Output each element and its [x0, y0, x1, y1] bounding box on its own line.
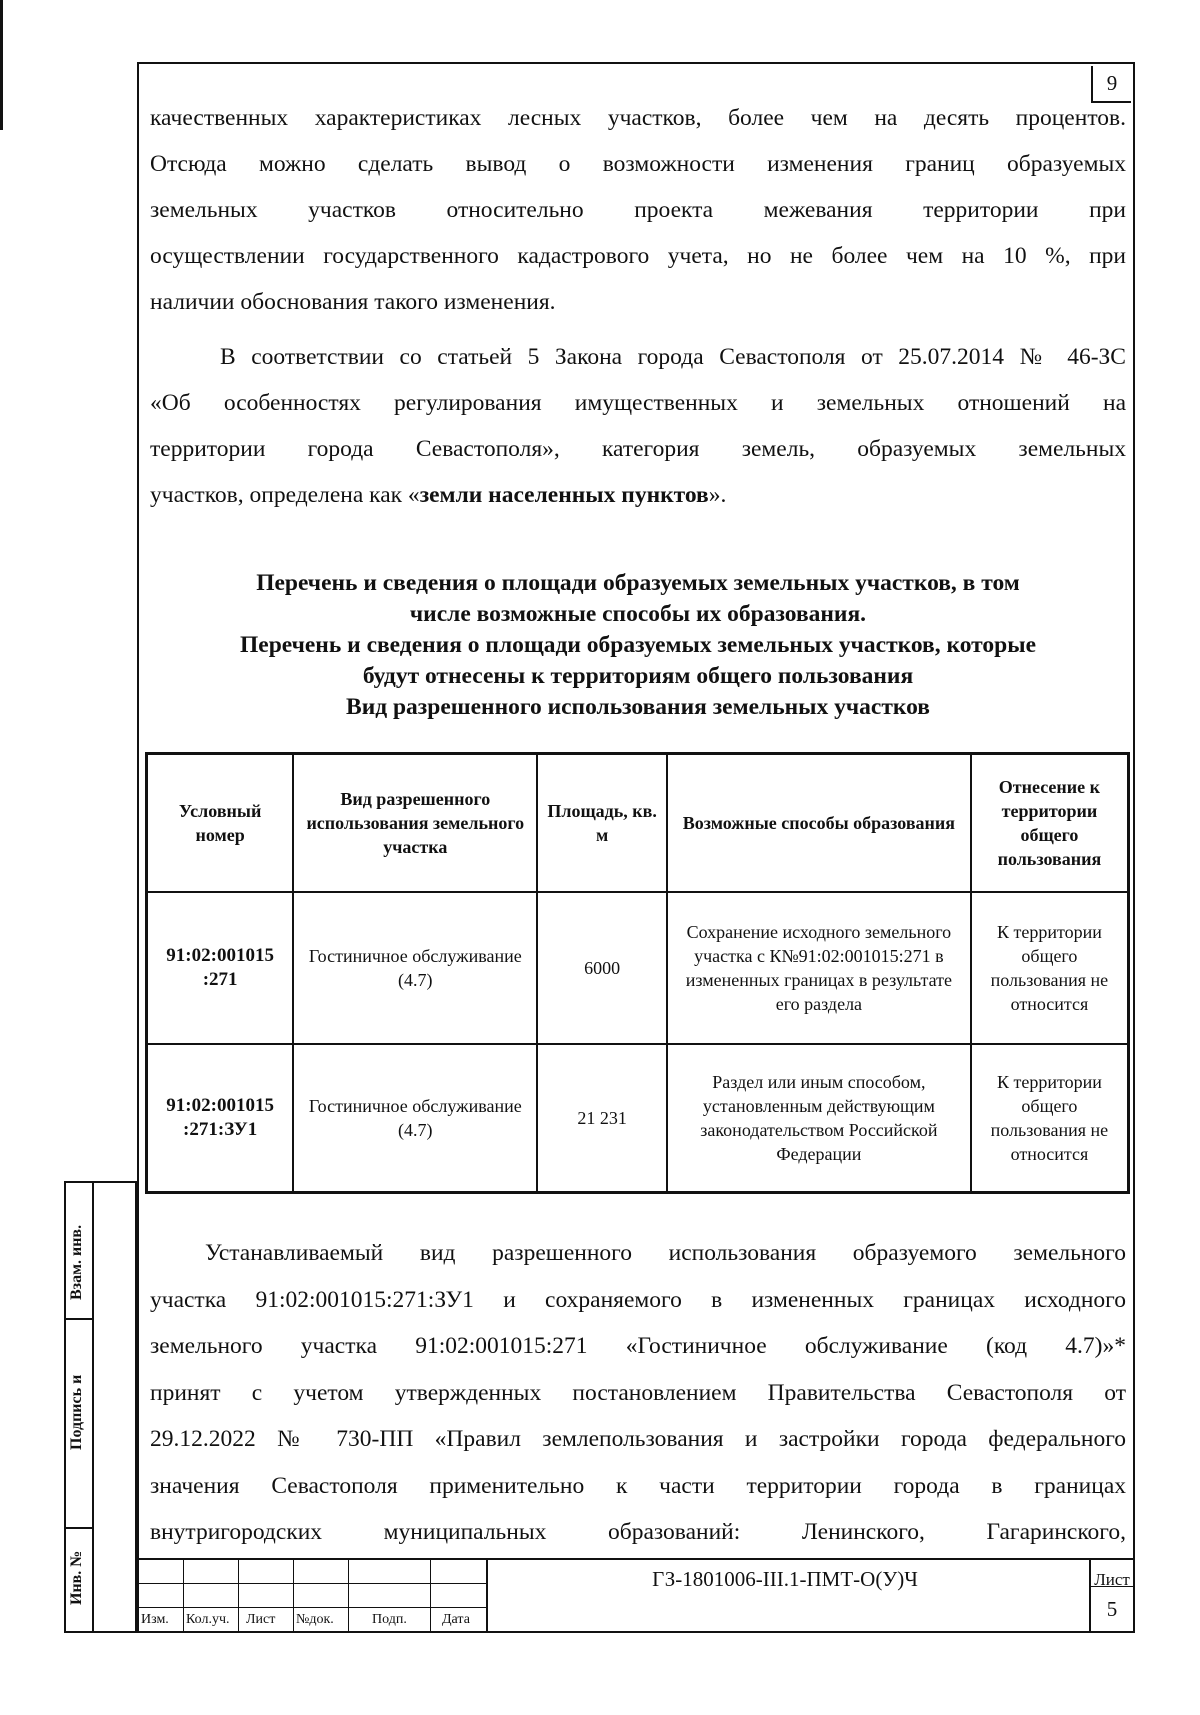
header-public: Отнесение к территории общего пользования — [971, 754, 1129, 893]
land-plots-table — [145, 752, 1130, 1194]
stamp-divider — [64, 1318, 94, 1320]
heading-line: Вид разрешенного использования земельных участков — [346, 694, 930, 720]
cell-methods: Сохранение исходного земельного участка с К№91:02:001015:271 в измененных границах в результате его раздела — [667, 892, 971, 1044]
header-methods: Возможные способы образования — [667, 754, 971, 893]
heading-line: Перечень и сведения о площади образуемых земельных участков, в том — [256, 570, 1020, 596]
sheet-number: 5 — [1106, 1597, 1118, 1621]
cell-number — [147, 892, 294, 1044]
cadastral-number-part: :271:ЗУ1 — [183, 1119, 258, 1140]
paragraph-3 — [150, 1230, 1126, 1556]
paragraph-line: В соответствии со статьей 5 Закона города Севастополя от 25.07.2014 № 46-ЗС — [220, 344, 1126, 370]
title-podp: Подп. — [372, 1612, 407, 1627]
paragraph-line: участка 91:02:001015:271:ЗУ1 и сохраняемого в измененных границах исходного — [150, 1286, 1126, 1313]
paragraph-line: значения Севастополя применительно к части территории города в границах — [150, 1472, 1126, 1499]
page-number: 9 — [1091, 66, 1131, 103]
title-data: Дата — [442, 1612, 470, 1627]
sheet-label: Лист — [1094, 1570, 1130, 1589]
stamp-divider — [92, 1181, 94, 1633]
title-block-col-line — [430, 1558, 431, 1633]
cell-public: К территории общего пользования не относится — [971, 1044, 1129, 1193]
cadastral-number-part: :271 — [202, 969, 238, 990]
header-number: Условный номер — [147, 754, 294, 893]
land-category: земли населенных пунктов — [419, 482, 709, 508]
stamp-inv-label: Инв. № — [68, 1550, 85, 1605]
cell-methods: Раздел или иным способом, установленным действующим законодательством Российской Федерации — [667, 1044, 971, 1193]
title-block-col-line — [183, 1558, 184, 1633]
stamp-podpis-label: Подпись и — [68, 1374, 85, 1450]
paragraph-line: наличии обоснования такого изменения. — [150, 289, 556, 315]
title-block-top-line — [137, 1558, 1135, 1560]
table-row — [147, 1044, 1129, 1193]
text-prefix: участков, определена как « — [150, 482, 420, 508]
paragraph-line: принят с учетом утвержденных постановлением Правительства Севастополя от — [150, 1379, 1126, 1406]
title-list: Лист — [246, 1612, 276, 1627]
heading-line: Перечень и сведения о площади образуемых земельных участков, которые — [240, 632, 1036, 658]
paragraph-line: земельных участков относительно проекта межевания территории при — [150, 197, 1126, 223]
paragraph-line: качественных характеристиках лесных участков, более чем на десять процентов. — [150, 105, 1126, 131]
text-suffix: ». — [708, 482, 727, 508]
paragraph-line: Отсюда можно сделать вывод о возможности изменения границ образуемых — [150, 151, 1126, 177]
cell-use: Гостиничное обслуживание (4.7) — [293, 1044, 537, 1193]
paragraph-line: Устанавливаемый вид разрешенного использования образуемого земельного — [205, 1240, 1126, 1266]
header-area: Площадь, кв. м — [537, 754, 667, 893]
paragraph-1 — [150, 95, 1126, 325]
paragraph-line: осуществлении государственного кадастрового учета, но не более чем на 10 %, при — [150, 243, 1126, 269]
cadastral-number-part: 91:02:001015 — [166, 945, 274, 966]
paragraph-2 — [150, 334, 1126, 518]
title-block-col-line — [293, 1558, 294, 1633]
title-koluch: Кол.уч. — [186, 1612, 230, 1627]
title-block-col-line — [238, 1558, 239, 1633]
cell-area: 6000 — [537, 892, 667, 1044]
document-code: ГЗ-1801006-III.1-ПМТ-О(У)Ч — [652, 1567, 918, 1591]
heading-line: будут отнесены к территориям общего пользования — [362, 663, 914, 689]
cell-use: Гостиничное обслуживание (4.7) — [293, 892, 537, 1044]
paragraph-line: территории города Севастополя», категория земель, образуемых земельных — [150, 436, 1126, 462]
title-izm: Изм. — [141, 1612, 169, 1627]
cell-area: 21 231 — [537, 1044, 667, 1193]
paragraph-line: 29.12.2022 № 730-ПП «Правил землепользования и застройки города федерального — [150, 1426, 1126, 1452]
heading-line: числе возможные способы их образования. — [409, 601, 867, 627]
header-use: Вид разрешенного использования земельного участка — [293, 754, 537, 893]
paragraph-line-last — [150, 472, 1126, 518]
stamp-divider — [64, 1527, 94, 1529]
cadastral-number-part: 91:02:001015 — [166, 1095, 274, 1116]
title-block-row-line — [137, 1583, 487, 1584]
table-header-row — [147, 754, 1129, 893]
title-block-col-line — [486, 1558, 488, 1633]
paragraph-line: земельного участка 91:02:001015:271 «Гостиничное обслуживание (код 4.7)»* — [150, 1333, 1126, 1359]
title-block-col-line — [348, 1558, 349, 1633]
cell-public: К территории общего пользования не относится — [971, 892, 1129, 1044]
paragraph-line: «Об особенностях регулирования имущественных и земельных отношений на — [150, 390, 1126, 416]
title-ndok: №док. — [296, 1612, 334, 1627]
paragraph-line: внутригородских муниципальных образований: Ленинского, Гагаринского, — [150, 1519, 1126, 1545]
stamp-vzam-label: Взам. инв. — [68, 1224, 85, 1300]
cell-number — [147, 1044, 294, 1193]
scan-edge-line — [0, 0, 3, 130]
table-row — [147, 892, 1129, 1044]
section-heading — [150, 568, 1126, 723]
title-block-row-line — [137, 1607, 487, 1608]
